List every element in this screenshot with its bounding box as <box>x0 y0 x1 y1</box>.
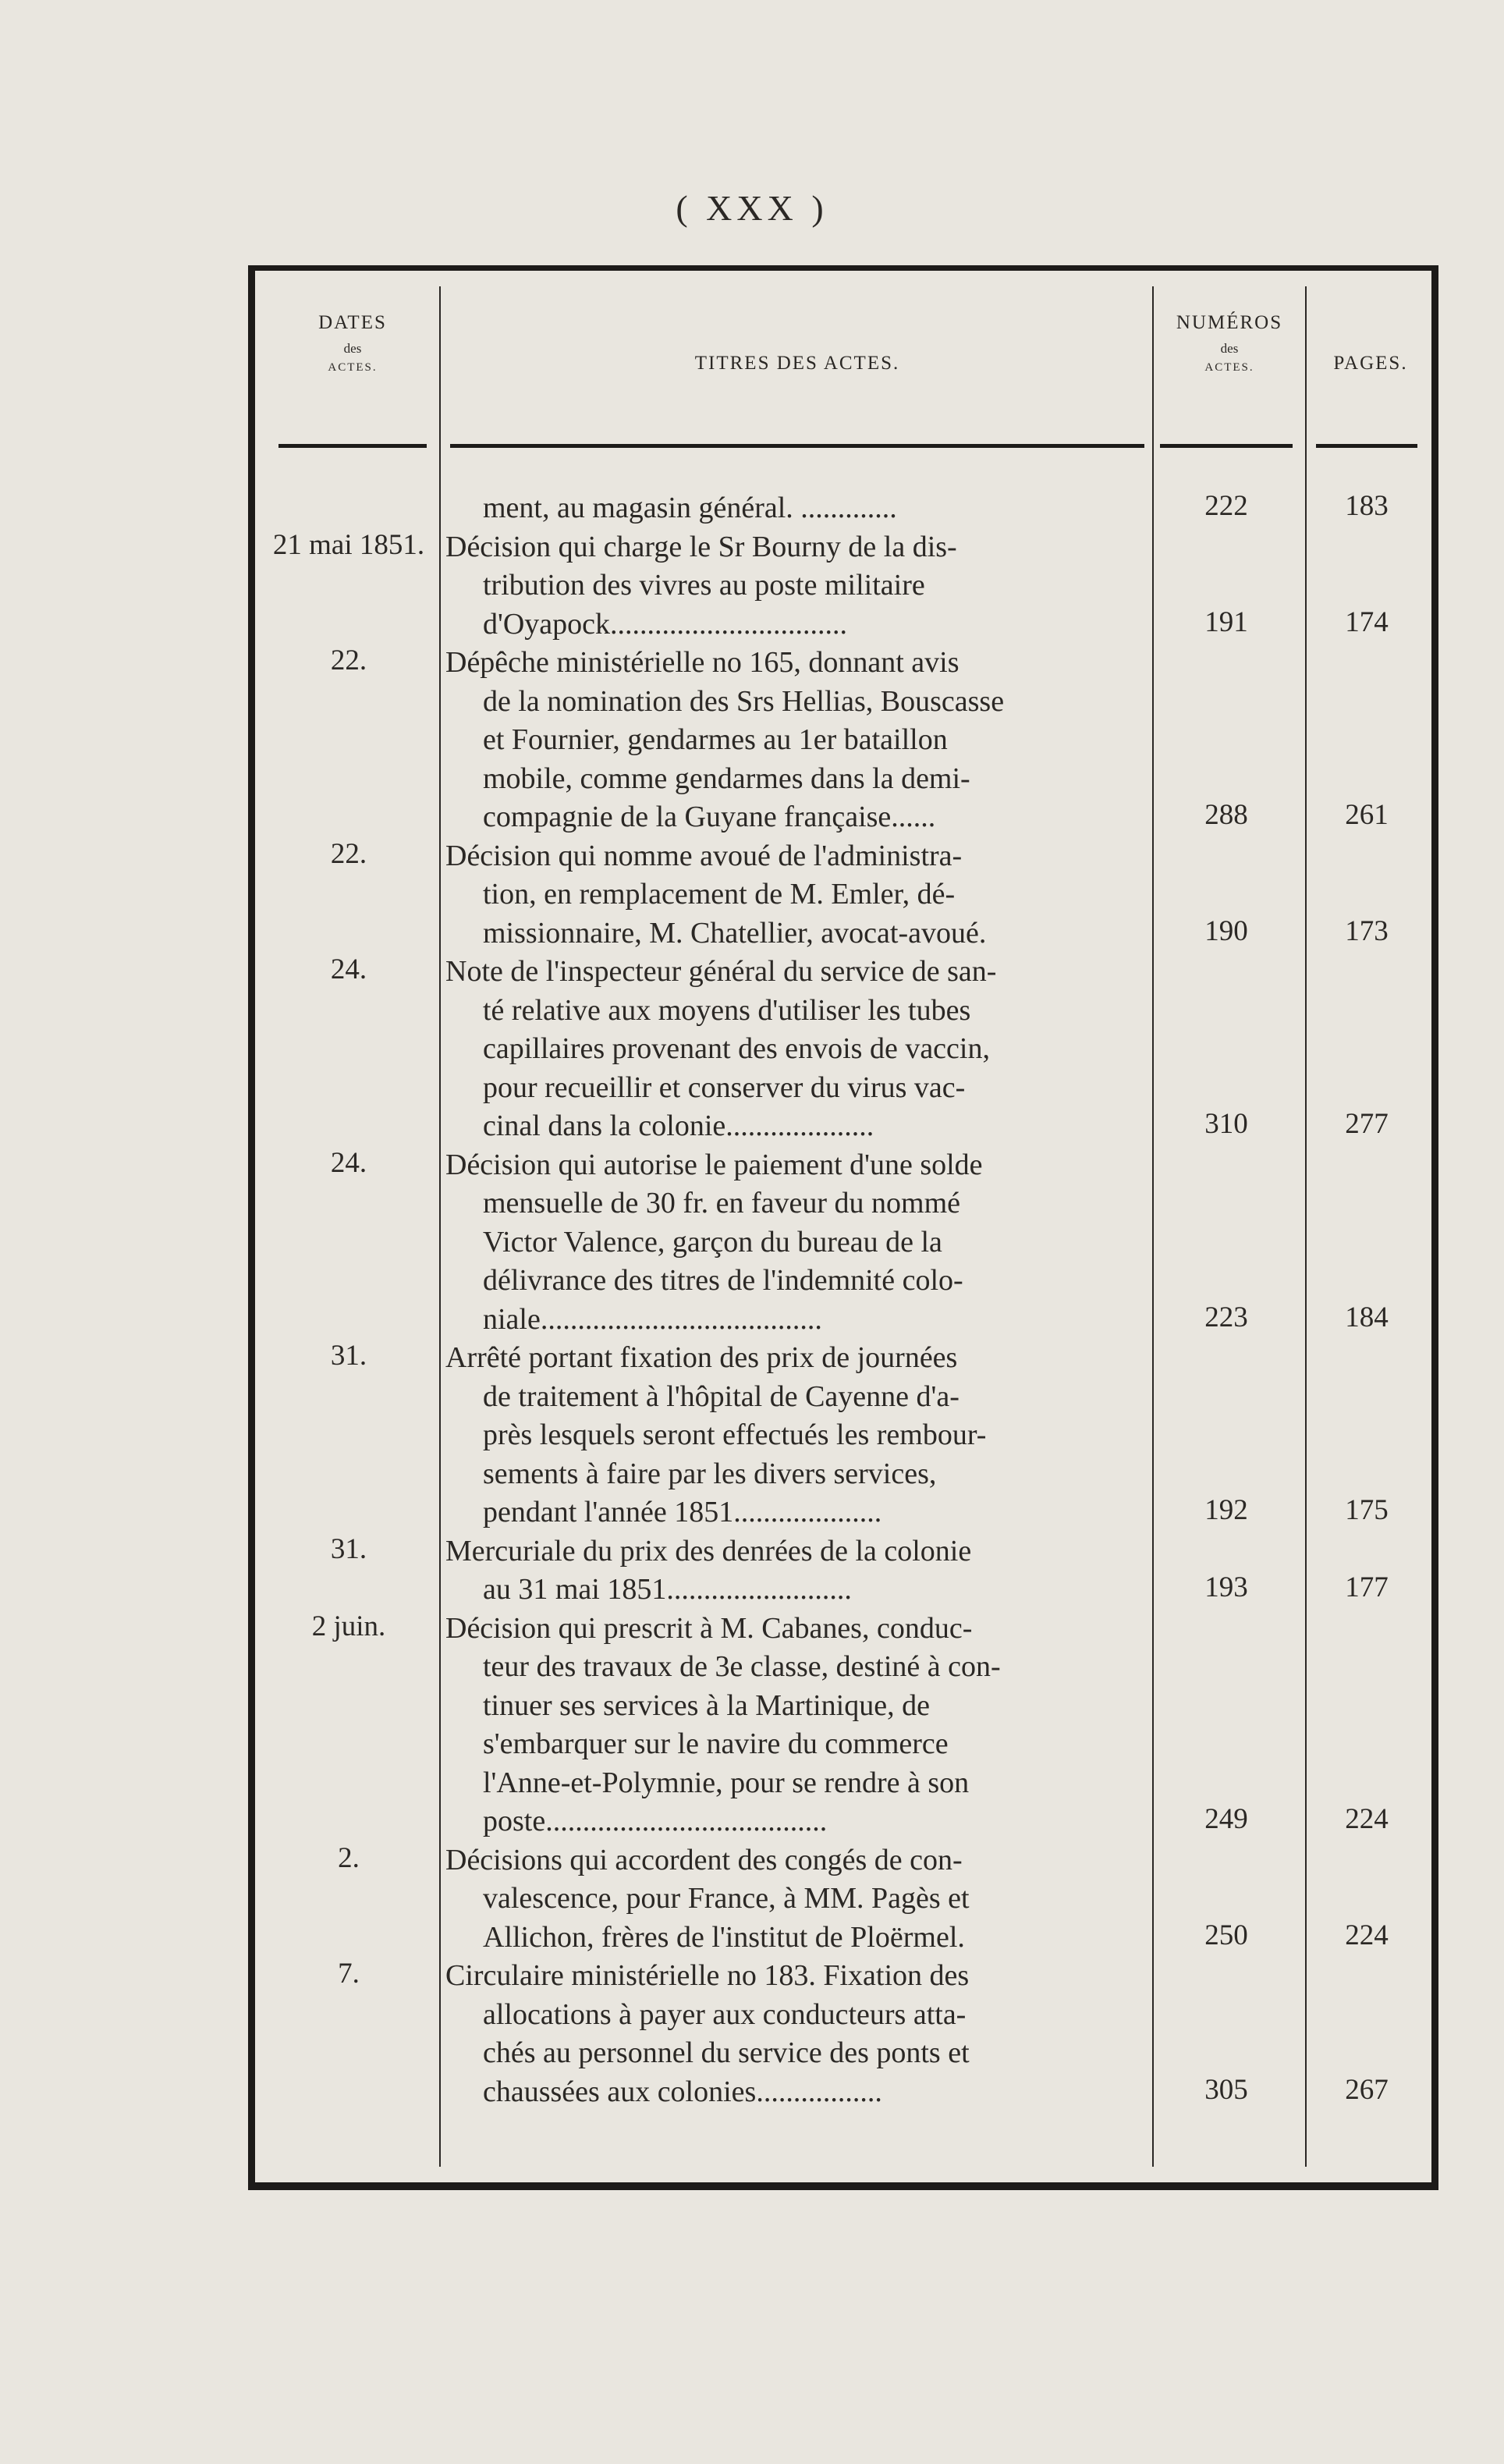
act-date: 2. <box>338 1841 360 1874</box>
act-title-line: mobile, comme gendarmes dans la demi- <box>483 762 970 795</box>
header-rule <box>1316 444 1417 448</box>
act-title-line: de la nomination des Srs Hellias, Bouscasse <box>483 684 1005 718</box>
act-title-line: et Fournier, gendarmes au 1er bataillon <box>483 723 948 756</box>
act-number: 191 <box>1204 605 1248 638</box>
act-date: 31. <box>330 1340 367 1372</box>
header-numeros-l3: ACTES. <box>1204 361 1254 375</box>
act-title-line: mensuelle de 30 fr. en faveur du nommé <box>483 1187 961 1220</box>
act-page: 173 <box>1345 914 1389 947</box>
act-page: 184 <box>1345 1301 1389 1333</box>
act-title <box>445 1146 1140 1340</box>
act-title-line: allocations à payer aux conducteurs atta- <box>483 1997 967 2031</box>
act-date: 7. <box>338 1958 360 1990</box>
act-title-line: valescence, pour France, à MM. Pagès et <box>483 1882 970 1915</box>
act-title-line: tion, en remplacement de M. Emler, dé- <box>483 878 956 911</box>
act-date: 22. <box>330 837 367 870</box>
act-page: 175 <box>1345 1494 1389 1526</box>
page-header: ( XXX ) <box>676 188 828 228</box>
act-title <box>445 1532 1140 1610</box>
header-numeros <box>1155 308 1304 377</box>
act-title-line: Décisions qui accordent des congés de con- <box>445 1843 963 1876</box>
act-number: 223 <box>1204 1301 1248 1333</box>
column-divider <box>1305 286 1307 2167</box>
act-page: 261 <box>1345 799 1389 831</box>
header-pages <box>1308 349 1433 379</box>
act-number: 288 <box>1204 799 1248 831</box>
act-title-line: l'Anne-et-Polymnie, pour se rendre à son <box>483 1766 970 1799</box>
act-title-line: Dépêche ministérielle no 165, donnant avis <box>445 646 960 679</box>
act-number: 222 <box>1204 490 1248 522</box>
acts-table <box>248 265 1438 2190</box>
act-title-line: Mercuriale du prix des denrées de la colonie <box>445 1534 972 1568</box>
act-title-line: Allichon, frères de l'institut de Ploërmel. <box>483 1920 965 1954</box>
act-title-line: missionnaire, M. Chatellier, avocat-avoué. <box>483 916 987 950</box>
act-date: 24. <box>330 1146 367 1179</box>
act-title <box>445 1841 1140 1958</box>
column-divider <box>1152 286 1154 2167</box>
header-numeros-l1: NUMÉROS <box>1176 312 1283 333</box>
act-title-line: près lesquels seront effectués les rembour- <box>483 1418 987 1451</box>
act-title <box>445 644 1140 837</box>
act-title-line: délivrance des titres de l'indemnité colo- <box>483 1264 963 1297</box>
header-pages-label: PAGES. <box>1333 353 1408 374</box>
column-divider <box>439 286 441 2167</box>
act-page: 277 <box>1345 1108 1389 1140</box>
header-rule <box>278 444 427 448</box>
act-title-line: Décision qui charge le Sr Bourny de la dis- <box>445 530 957 563</box>
header-dates-l1: DATES <box>318 312 387 333</box>
header-titles-label: TITRES DES ACTES. <box>694 353 900 374</box>
act-title-line: ment, au magasin général. ............. <box>483 492 897 524</box>
act-date: 22. <box>330 644 367 676</box>
act-title-line: cinal dans la colonie.................... <box>483 1110 874 1142</box>
act-title-line: au 31 mai 1851......................... <box>483 1573 852 1606</box>
act-number: 192 <box>1204 1494 1248 1526</box>
act-title <box>445 1610 1140 1841</box>
act-title-line: Décision qui nomme avoué de l'administra- <box>445 839 963 872</box>
act-title-line: pour recueillir et conserver du virus vac- <box>483 1070 966 1104</box>
act-title-line: teur des travaux de 3e classe, destiné à con- <box>483 1650 1001 1683</box>
act-page: 177 <box>1345 1571 1389 1603</box>
act-title-line: s'embarquer sur le navire du commerce <box>483 1727 949 1760</box>
act-title <box>445 953 1140 1146</box>
header-rule <box>450 444 1144 448</box>
act-number: 250 <box>1204 1919 1248 1951</box>
act-title-line: chaussées aux colonies................. <box>483 2075 882 2108</box>
act-title-line: compagnie de la Guyane française...... <box>483 801 936 833</box>
header-numeros-l2: des <box>1220 340 1239 356</box>
act-title-line: Arrêté portant fixation des prix de journées <box>445 1341 958 1374</box>
act-number: 310 <box>1204 1108 1248 1140</box>
act-title <box>445 1957 1140 2111</box>
act-date: 2 juin. <box>311 1610 386 1642</box>
header-titles <box>442 349 1152 379</box>
act-title-line: d'Oyapock................................ <box>483 607 848 641</box>
header-dates-l3: ACTES. <box>328 361 378 375</box>
act-title-line: té relative aux moyens d'utiliser les tubes <box>483 993 971 1027</box>
act-title-line: tinuer ses services à la Martinique, de <box>483 1688 930 1722</box>
act-title <box>445 837 1140 953</box>
act-title-line: sements à faire par les divers services, <box>483 1457 937 1490</box>
act-title-line: Circulaire ministérielle no 183. Fixation des <box>445 1959 970 1992</box>
act-date: 21 mai 1851. <box>272 528 425 561</box>
act-title-line: Note de l'inspecteur général du service de san- <box>445 955 997 988</box>
act-page: 224 <box>1345 1803 1389 1835</box>
act-title-line: capillaires provenant des envois de vaccin, <box>483 1032 990 1065</box>
act-number: 305 <box>1204 2073 1248 2106</box>
act-number: 249 <box>1204 1803 1248 1835</box>
act-number: 193 <box>1204 1571 1248 1603</box>
act-date: 24. <box>330 953 367 985</box>
act-title <box>445 1339 1140 1532</box>
header-dates <box>271 308 435 377</box>
act-title-line: Décision qui prescrit à M. Cabanes, conduc- <box>445 1611 973 1645</box>
act-page: 183 <box>1345 490 1389 522</box>
act-title-line: Victor Valence, garçon du bureau de la <box>483 1225 942 1259</box>
act-page: 224 <box>1345 1919 1389 1951</box>
act-number: 190 <box>1204 914 1248 947</box>
act-title-line: chés au personnel du service des ponts et <box>483 2036 970 2069</box>
act-title-line: niale...................................... <box>483 1302 822 1336</box>
act-title-line: poste...................................... <box>483 1805 828 1837</box>
act-title <box>445 489 1140 528</box>
act-title <box>445 528 1140 644</box>
act-date: 31. <box>330 1532 367 1565</box>
act-title-line: Décision qui autorise le paiement d'une solde <box>445 1148 983 1181</box>
act-title-line: pendant l'année 1851.................... <box>483 1496 882 1528</box>
header-dates-l2: des <box>343 340 362 356</box>
act-title-line: tribution des vivres au poste militaire <box>483 569 925 602</box>
header-rule <box>1160 444 1293 448</box>
act-page: 267 <box>1345 2073 1389 2106</box>
act-title-line: de traitement à l'hôpital de Cayenne d'a- <box>483 1379 960 1413</box>
act-page: 174 <box>1345 605 1389 638</box>
